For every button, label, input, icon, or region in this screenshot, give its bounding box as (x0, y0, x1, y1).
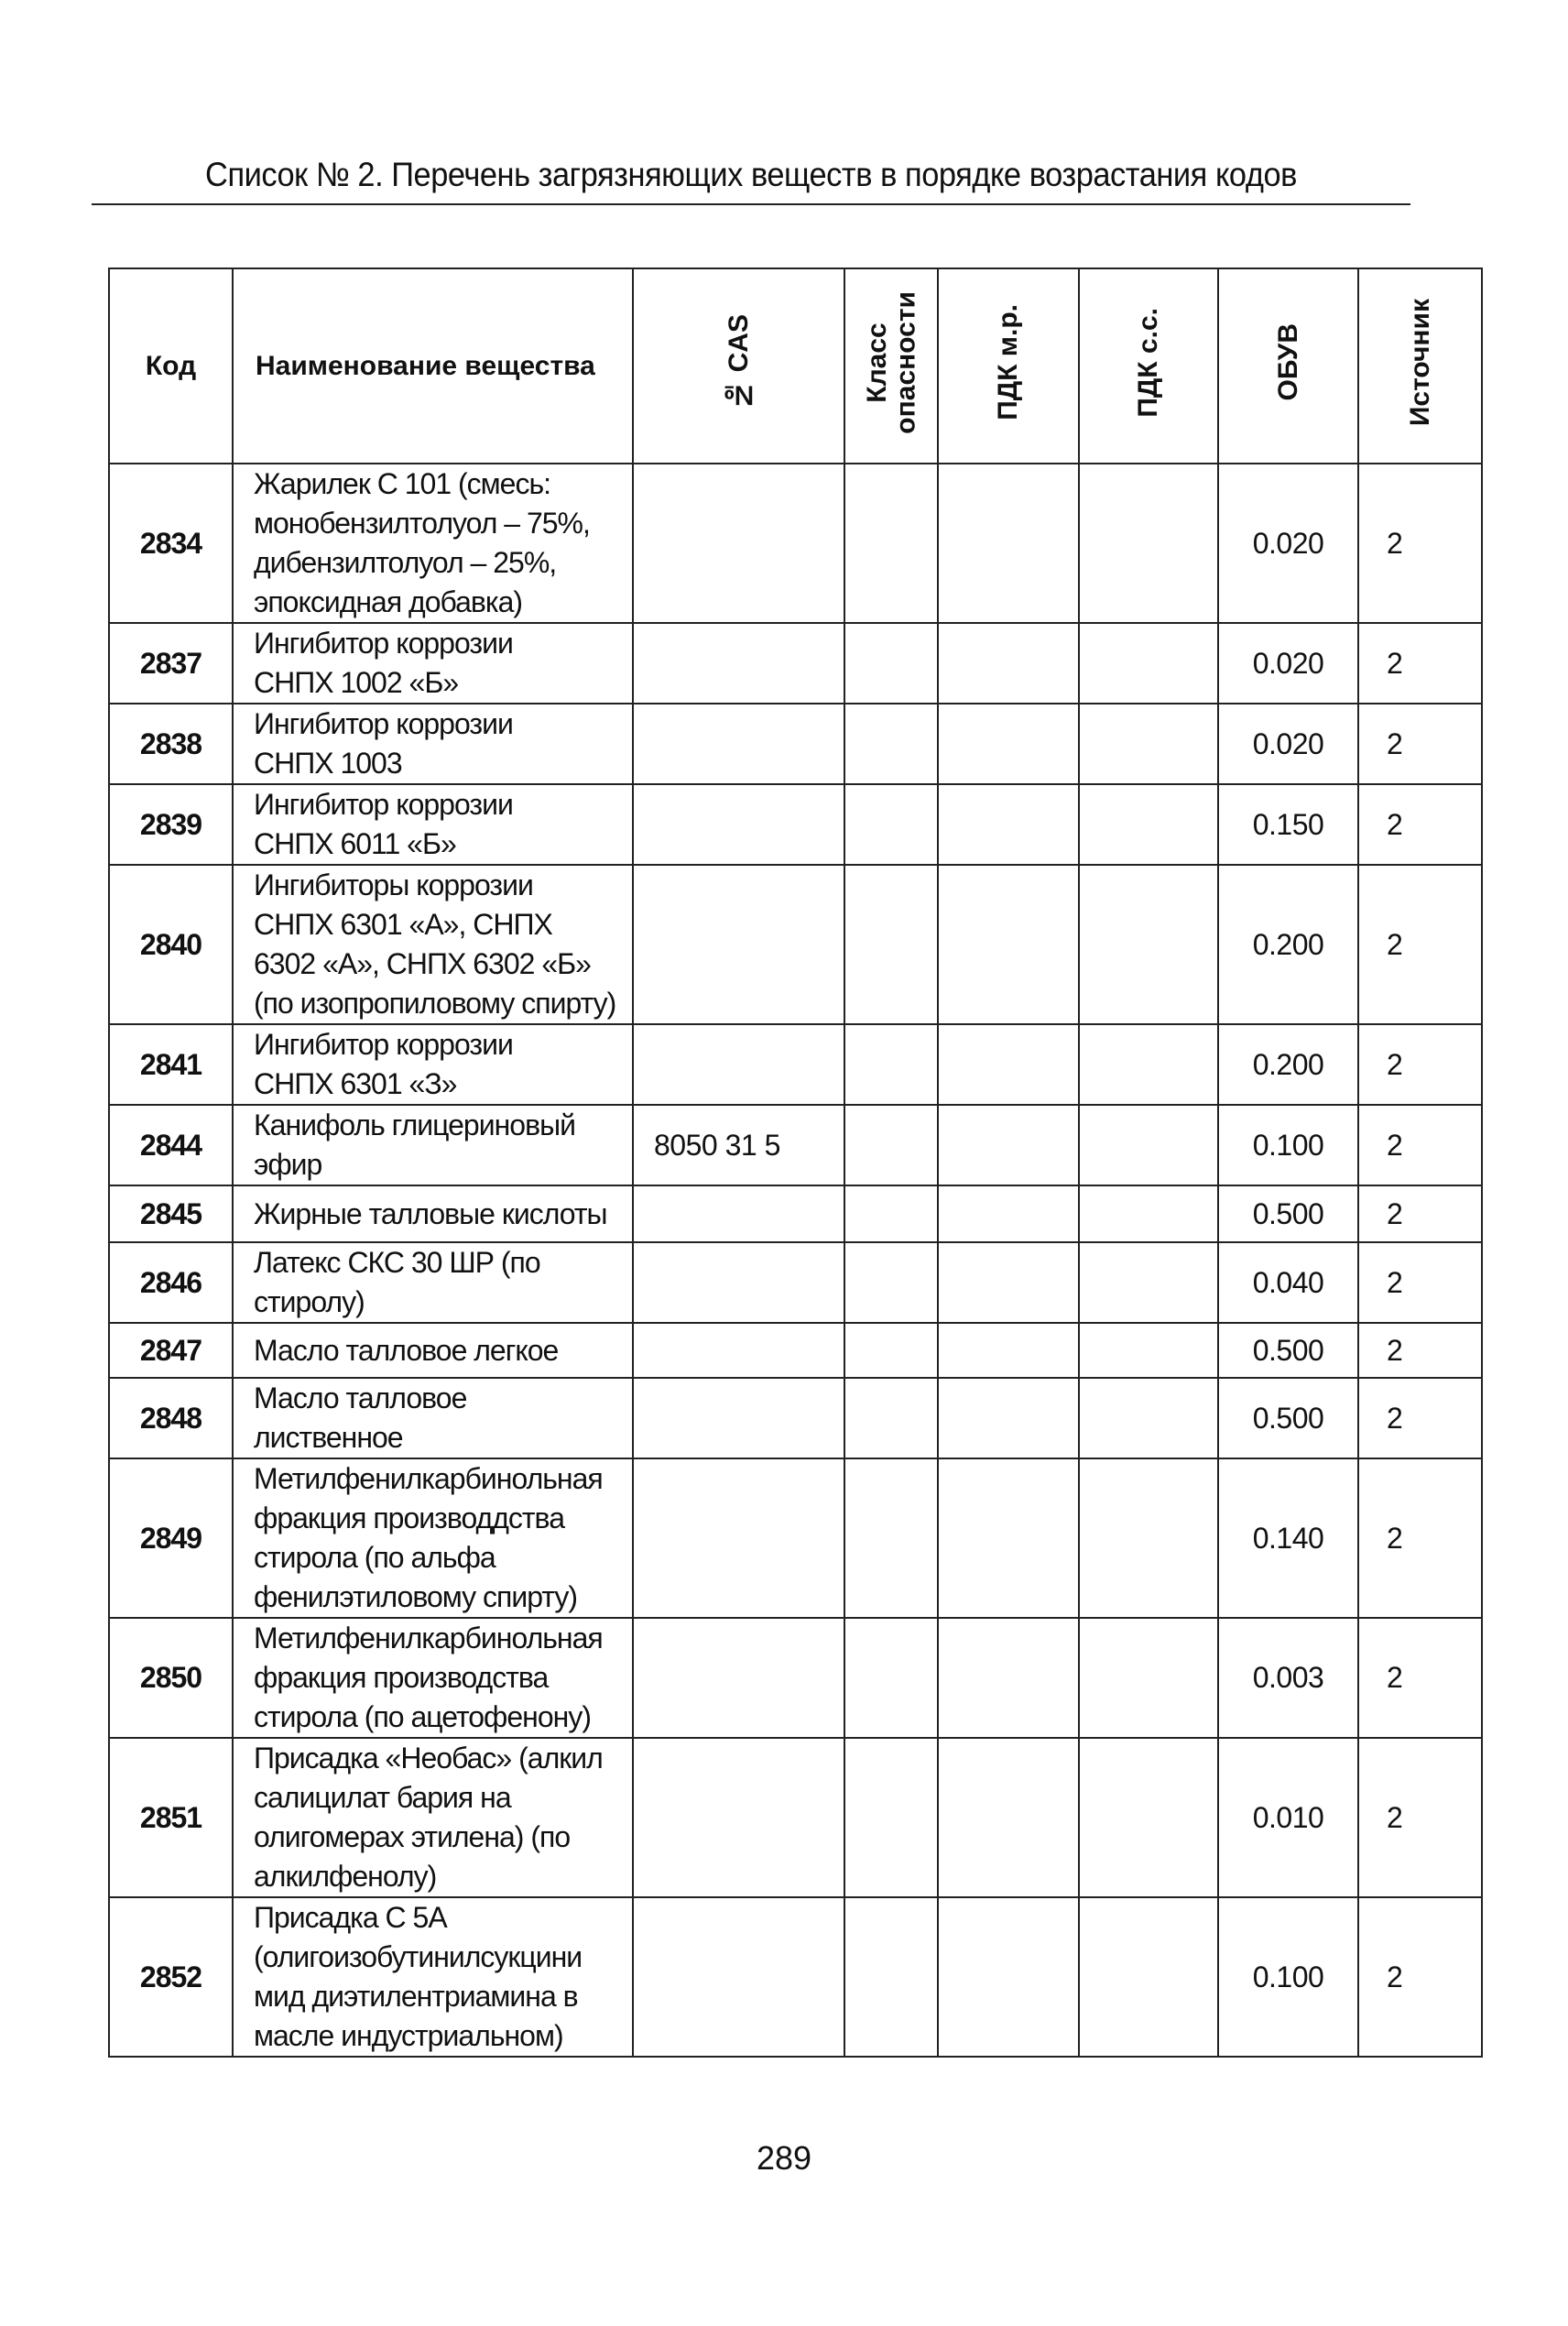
cell-name-line: СНПХ 6301 «А», СНПХ (254, 908, 552, 941)
cell-obuv: 0.100 (1218, 1105, 1358, 1185)
cell-hazard-class (844, 1024, 938, 1105)
cell-name-line: Ингибитор коррозии (254, 707, 513, 740)
table-body (109, 464, 1482, 2057)
cell-code: 2838 (109, 704, 233, 784)
cell-obuv: 0.140 (1218, 1458, 1358, 1618)
cell-cas (633, 1458, 844, 1618)
cell-pdk-ss (1079, 1738, 1218, 1897)
page-number: 289 (756, 2139, 812, 2177)
cell-name (233, 865, 633, 1024)
cell-code: 2844 (109, 1105, 233, 1185)
cell-name-line: Масло талловое легкое (254, 1333, 559, 1367)
col-header-name: Наименование вещества (233, 268, 633, 464)
cell-name-line: СНПХ 6301 «З» (254, 1067, 457, 1100)
cell-name (233, 1105, 633, 1185)
cell-pdk-ss (1079, 865, 1218, 1024)
cell-obuv: 0.010 (1218, 1738, 1358, 1897)
cell-cas (633, 784, 844, 865)
cell-code: 2849 (109, 1458, 233, 1618)
cell-pdk-mr (938, 704, 1079, 784)
cell-source: 2 (1358, 1323, 1482, 1378)
cell-name-line: мид диэтилентриамина в (254, 1980, 578, 2013)
cell-name-line: Жирные талловые кислоты (254, 1196, 607, 1230)
substances-table (108, 268, 1483, 2058)
cell-source: 2 (1358, 464, 1482, 623)
cell-name (233, 1458, 633, 1618)
cell-hazard-class (844, 1323, 938, 1378)
col-header-hazard-class (844, 268, 938, 464)
cell-obuv: 0.020 (1218, 704, 1358, 784)
cell-name-line: 6302 «А», СНПХ 6302 «Б» (254, 947, 591, 980)
cell-pdk-mr (938, 865, 1079, 1024)
cell-obuv: 0.500 (1218, 1378, 1358, 1458)
table-row (109, 1618, 1482, 1738)
col-header-pdk-ss (1079, 268, 1218, 464)
cell-cas (633, 623, 844, 704)
cell-obuv: 0.020 (1218, 623, 1358, 704)
cell-cas (633, 1185, 844, 1242)
cell-name-line: Метилфенилкарбинольная (254, 1622, 603, 1654)
cell-pdk-mr (938, 1323, 1079, 1378)
cell-source: 2 (1358, 623, 1482, 704)
col-header-pdk-mr-label: ПДК м.р. (993, 304, 1024, 420)
cell-pdk-mr (938, 1458, 1079, 1618)
cell-cas (633, 865, 844, 1024)
cell-name-line: Ингибитор коррозии (254, 1028, 513, 1061)
table-row (109, 1323, 1482, 1378)
cell-hazard-class (844, 1242, 938, 1323)
cell-pdk-mr (938, 1105, 1079, 1185)
cell-name (233, 1378, 633, 1458)
table-row (109, 1378, 1482, 1458)
cell-hazard-class (844, 464, 938, 623)
table-row (109, 1897, 1482, 2057)
cell-code: 2834 (109, 464, 233, 623)
cell-obuv: 0.003 (1218, 1618, 1358, 1738)
table-row (109, 704, 1482, 784)
cell-name-line: (по изопропиловому спирту) (254, 987, 616, 1020)
cell-source: 2 (1358, 1738, 1482, 1897)
cell-pdk-mr (938, 1738, 1079, 1897)
table-row (109, 1738, 1482, 1897)
cell-name-line: фракция производства (254, 1661, 549, 1694)
col-header-code: Код (109, 268, 233, 464)
cell-pdk-mr (938, 1024, 1079, 1105)
cell-pdk-ss (1079, 704, 1218, 784)
cell-code: 2852 (109, 1897, 233, 2057)
cell-pdk-mr (938, 1618, 1079, 1738)
cell-source: 2 (1358, 1618, 1482, 1738)
cell-hazard-class (844, 1105, 938, 1185)
col-header-source (1358, 268, 1482, 464)
col-header-hazard-class-label (863, 291, 920, 434)
table-row (109, 1185, 1482, 1242)
cell-pdk-mr (938, 1897, 1079, 2057)
cell-obuv: 0.500 (1218, 1185, 1358, 1242)
cell-name-line: Ингибитор коррозии (254, 627, 513, 660)
cell-obuv: 0.020 (1218, 464, 1358, 623)
cell-pdk-ss (1079, 1242, 1218, 1323)
cell-name (233, 704, 633, 784)
col-header-source-label: Источник (1404, 298, 1435, 427)
cell-name (233, 1323, 633, 1378)
cell-name-line: стирола (по альфа (254, 1541, 495, 1574)
cell-name-line: фенилэтиловому спирту) (254, 1580, 577, 1613)
cell-name-line: фракция производдства (254, 1502, 564, 1534)
cell-name-line: СНПХ 1003 (254, 747, 402, 780)
cell-name-line: эпоксидная добавка) (254, 585, 523, 618)
cell-name (233, 1242, 633, 1323)
col-header-hazard-class-line2: опасности (890, 290, 920, 434)
cell-pdk-ss (1079, 1185, 1218, 1242)
cell-hazard-class (844, 1738, 938, 1897)
cell-name-line: Ингибитор коррозии (254, 788, 513, 821)
cell-hazard-class (844, 1897, 938, 2057)
cell-code: 2841 (109, 1024, 233, 1105)
cell-source: 2 (1358, 1105, 1482, 1185)
cell-name-line: СНПХ 1002 «Б» (254, 666, 459, 699)
cell-cas (633, 1024, 844, 1105)
cell-obuv: 0.100 (1218, 1897, 1358, 2057)
cell-name-line: Присадка «Необас» (алкил (254, 1742, 603, 1775)
table-row (109, 865, 1482, 1024)
cell-code: 2847 (109, 1323, 233, 1378)
table-header-row (109, 268, 1482, 464)
cell-obuv: 0.200 (1218, 865, 1358, 1024)
cell-cas (633, 704, 844, 784)
cell-source: 2 (1358, 704, 1482, 784)
cell-pdk-ss (1079, 1897, 1218, 2057)
cell-cas (633, 1378, 844, 1458)
cell-name (233, 1024, 633, 1105)
cell-source: 2 (1358, 1185, 1482, 1242)
col-header-cas (633, 268, 844, 464)
table-row (109, 784, 1482, 865)
cell-name-line: дибензилтолуол – 25%, (254, 546, 557, 579)
cell-code: 2846 (109, 1242, 233, 1323)
cell-pdk-mr (938, 1242, 1079, 1323)
cell-pdk-ss (1079, 784, 1218, 865)
cell-hazard-class (844, 865, 938, 1024)
cell-name-line: стирола (по ацетофенону) (254, 1700, 591, 1733)
cell-name-line: Метилфенилкарбинольная (254, 1462, 603, 1495)
cell-cas (633, 464, 844, 623)
cell-code: 2839 (109, 784, 233, 865)
cell-name (233, 784, 633, 865)
cell-cas: 8050 31 5 (633, 1105, 844, 1185)
cell-obuv: 0.500 (1218, 1323, 1358, 1378)
cell-source: 2 (1358, 1242, 1482, 1323)
cell-pdk-mr (938, 1185, 1079, 1242)
cell-pdk-ss (1079, 623, 1218, 704)
cell-name-line: алкилфенолу) (254, 1860, 437, 1893)
cell-name-line: Жарилек С 101 (смесь: (254, 467, 551, 500)
cell-pdk-ss (1079, 1618, 1218, 1738)
cell-name-line: салицилат бария на (254, 1781, 511, 1814)
cell-pdk-mr (938, 464, 1079, 623)
cell-cas (633, 1897, 844, 2057)
cell-source: 2 (1358, 1024, 1482, 1105)
cell-pdk-mr (938, 623, 1079, 704)
cell-name (233, 464, 633, 623)
cell-obuv: 0.040 (1218, 1242, 1358, 1323)
cell-source: 2 (1358, 784, 1482, 865)
cell-name-line: масле индустриальном) (254, 2019, 563, 2052)
cell-code: 2845 (109, 1185, 233, 1242)
cell-obuv: 0.200 (1218, 1024, 1358, 1105)
cell-pdk-ss (1079, 1024, 1218, 1105)
cell-hazard-class (844, 784, 938, 865)
table-row (109, 1458, 1482, 1618)
cell-name-line: Канифоль глицериновый (254, 1108, 575, 1141)
cell-name (233, 623, 633, 704)
cell-cas (633, 1738, 844, 1897)
cell-source: 2 (1358, 1897, 1482, 2057)
table-row (109, 1024, 1482, 1105)
cell-cas (633, 1242, 844, 1323)
header-rule (92, 203, 1410, 205)
cell-hazard-class (844, 623, 938, 704)
cell-name-line: лиственное (254, 1421, 403, 1454)
cell-cas (633, 1618, 844, 1738)
cell-source: 2 (1358, 1378, 1482, 1458)
cell-source: 2 (1358, 865, 1482, 1024)
cell-hazard-class (844, 1458, 938, 1618)
cell-code: 2840 (109, 865, 233, 1024)
col-header-hazard-class-line1: Класс (861, 322, 892, 403)
cell-hazard-class (844, 704, 938, 784)
page-header: Список № 2. Перечень загрязняющих веществ в порядке возрастания кодов (205, 156, 1297, 193)
cell-hazard-class (844, 1378, 938, 1458)
cell-name-line: Ингибиторы коррозии (254, 868, 533, 901)
cell-pdk-ss (1079, 464, 1218, 623)
cell-name-line: СНПХ 6011 «Б» (254, 827, 456, 860)
table-row (109, 1242, 1482, 1323)
cell-name (233, 1185, 633, 1242)
col-header-pdk-ss-label: ПДК с.с. (1133, 307, 1164, 418)
col-header-obuv-label: ОБУВ (1272, 323, 1303, 401)
cell-pdk-mr (938, 1378, 1079, 1458)
cell-code: 2850 (109, 1618, 233, 1738)
cell-obuv: 0.150 (1218, 784, 1358, 865)
table-row (109, 1105, 1482, 1185)
cell-code: 2848 (109, 1378, 233, 1458)
cell-name (233, 1738, 633, 1897)
cell-hazard-class (844, 1618, 938, 1738)
cell-name-line: Латекс СКС 30 ШР (по (254, 1246, 540, 1279)
table-row (109, 464, 1482, 623)
cell-source: 2 (1358, 1458, 1482, 1618)
cell-pdk-ss (1079, 1323, 1218, 1378)
cell-name-line: (олигоизобутинилсукцини (254, 1940, 583, 1973)
cell-pdk-ss (1079, 1105, 1218, 1185)
cell-pdk-ss (1079, 1378, 1218, 1458)
table-row (109, 623, 1482, 704)
cell-name-line: стиролу) (254, 1285, 365, 1318)
cell-cas (633, 1323, 844, 1378)
cell-name-line: эфир (254, 1148, 322, 1181)
cell-name-line: Масло талловое (254, 1381, 467, 1414)
col-header-cas-label: № CAS (723, 314, 754, 410)
cell-pdk-mr (938, 784, 1079, 865)
cell-name-line: монобензилтолуол – 75%, (254, 507, 590, 540)
cell-code: 2851 (109, 1738, 233, 1897)
cell-name-line: Присадка С 5А (254, 1901, 447, 1934)
cell-code: 2837 (109, 623, 233, 704)
cell-hazard-class (844, 1185, 938, 1242)
cell-name (233, 1897, 633, 2057)
cell-name (233, 1618, 633, 1738)
col-header-pdk-mr (938, 268, 1079, 464)
cell-pdk-ss (1079, 1458, 1218, 1618)
col-header-obuv (1218, 268, 1358, 464)
cell-name-line: олигомерах этилена) (по (254, 1820, 571, 1853)
